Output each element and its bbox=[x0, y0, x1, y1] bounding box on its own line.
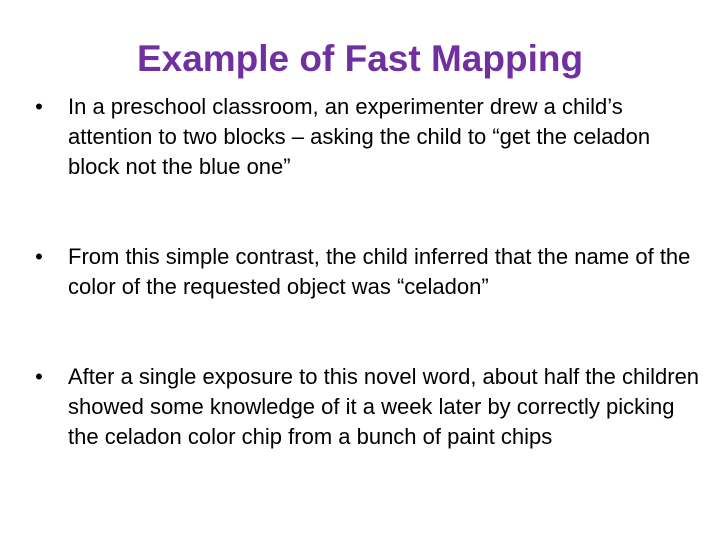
bullet-item bbox=[30, 92, 705, 182]
bullet-text: From this simple contrast, the child inferred that the name of the color of the requested object was “celadon” bbox=[68, 244, 691, 299]
bullet-marker: • bbox=[35, 364, 43, 389]
bullet-marker: • bbox=[35, 94, 43, 119]
bullet-item bbox=[30, 362, 705, 452]
bullet-item bbox=[30, 242, 705, 302]
slide-title: Example of Fast Mapping bbox=[136, 38, 584, 79]
bullet-marker: • bbox=[35, 244, 43, 269]
bullet-text: After a single exposure to this novel word, about half the children showed some knowledge of it a week later by correctly picking the celadon color chip from a bunch of paint chips bbox=[68, 364, 700, 449]
bullet-list bbox=[30, 92, 705, 452]
bullet-text: In a preschool classroom, an experimenter drew a child’s attention to two blocks – asking the child to “get the celadon block not the blue one” bbox=[68, 94, 651, 179]
